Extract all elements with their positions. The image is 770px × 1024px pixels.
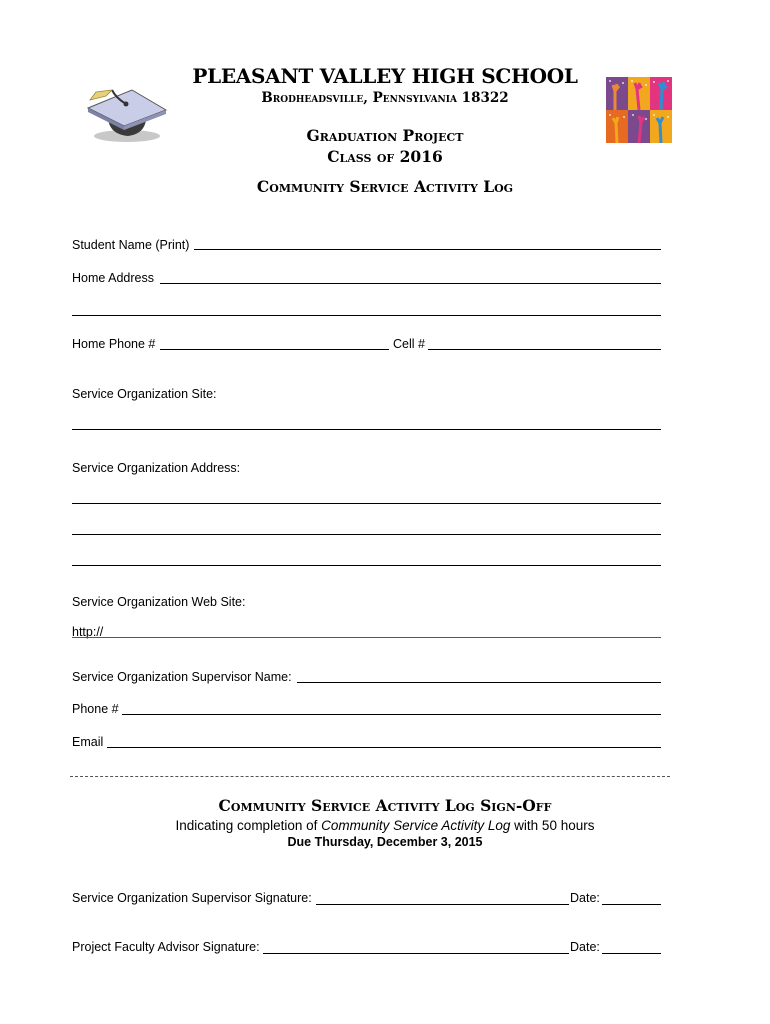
- home-address-field-2[interactable]: [72, 315, 661, 316]
- home-address-field[interactable]: [160, 283, 661, 284]
- due-date: Due Thursday, December 3, 2015: [287, 835, 483, 849]
- signoff-subtitle: [0, 818, 770, 833]
- raised-hands-icon: [606, 77, 672, 143]
- org-web-field[interactable]: [72, 637, 661, 638]
- faculty-signature-label: Project Faculty Advisor Signature:: [72, 940, 260, 954]
- email-field[interactable]: [107, 747, 661, 748]
- log-title: Community Service Activity Log: [256, 177, 514, 196]
- signoff-sub-em: Community Service Activity Log: [321, 818, 511, 833]
- supervisor-name-field[interactable]: [297, 682, 661, 683]
- org-address-field-3[interactable]: [72, 565, 661, 566]
- signoff-sub-post: with 50 hours: [510, 818, 595, 833]
- org-site-label: Service Organization Site:: [72, 387, 217, 401]
- supervisor-name-label: Service Organization Supervisor Name:: [72, 670, 292, 684]
- home-address-label: Home Address: [72, 271, 154, 285]
- home-phone-field[interactable]: [160, 349, 389, 350]
- phone-label: Phone #: [72, 702, 119, 716]
- cut-line-divider: [70, 776, 670, 777]
- faculty-signature-field[interactable]: [263, 953, 569, 954]
- cell-field[interactable]: [428, 349, 661, 350]
- class-of-label: Class of 2016: [327, 147, 443, 166]
- supervisor-date-label: Date:: [570, 891, 600, 905]
- org-address-field-1[interactable]: [72, 503, 661, 504]
- supervisor-signature-field[interactable]: [316, 904, 569, 905]
- student-name-field[interactable]: [194, 249, 661, 250]
- phone-field[interactable]: [122, 714, 661, 715]
- cell-label: Cell #: [393, 337, 425, 351]
- school-city: Brodheadsville, Pennsylvania 18322: [261, 90, 509, 106]
- faculty-date-field[interactable]: [602, 953, 661, 954]
- school-name: PLEASANT VALLEY HIGH SCHOOL: [192, 64, 578, 88]
- faculty-date-label: Date:: [570, 940, 600, 954]
- email-label: Email: [72, 735, 104, 749]
- supervisor-date-field[interactable]: [602, 904, 661, 905]
- org-site-field[interactable]: [72, 429, 661, 430]
- project-label: Graduation Project: [306, 126, 464, 145]
- org-web-label: Service Organization Web Site:: [72, 595, 246, 609]
- supervisor-signature-label: Service Organization Supervisor Signature:: [72, 891, 312, 905]
- org-address-field-2[interactable]: [72, 534, 661, 535]
- org-address-label: Service Organization Address:: [72, 461, 241, 475]
- http-prefix: http://: [72, 625, 104, 639]
- student-name-label: Student Name (Print): [72, 238, 190, 252]
- signoff-sub-pre: Indicating completion of: [175, 818, 322, 833]
- home-phone-label: Home Phone #: [72, 337, 156, 351]
- signoff-title: Community Service Activity Log Sign-Off: [218, 796, 552, 815]
